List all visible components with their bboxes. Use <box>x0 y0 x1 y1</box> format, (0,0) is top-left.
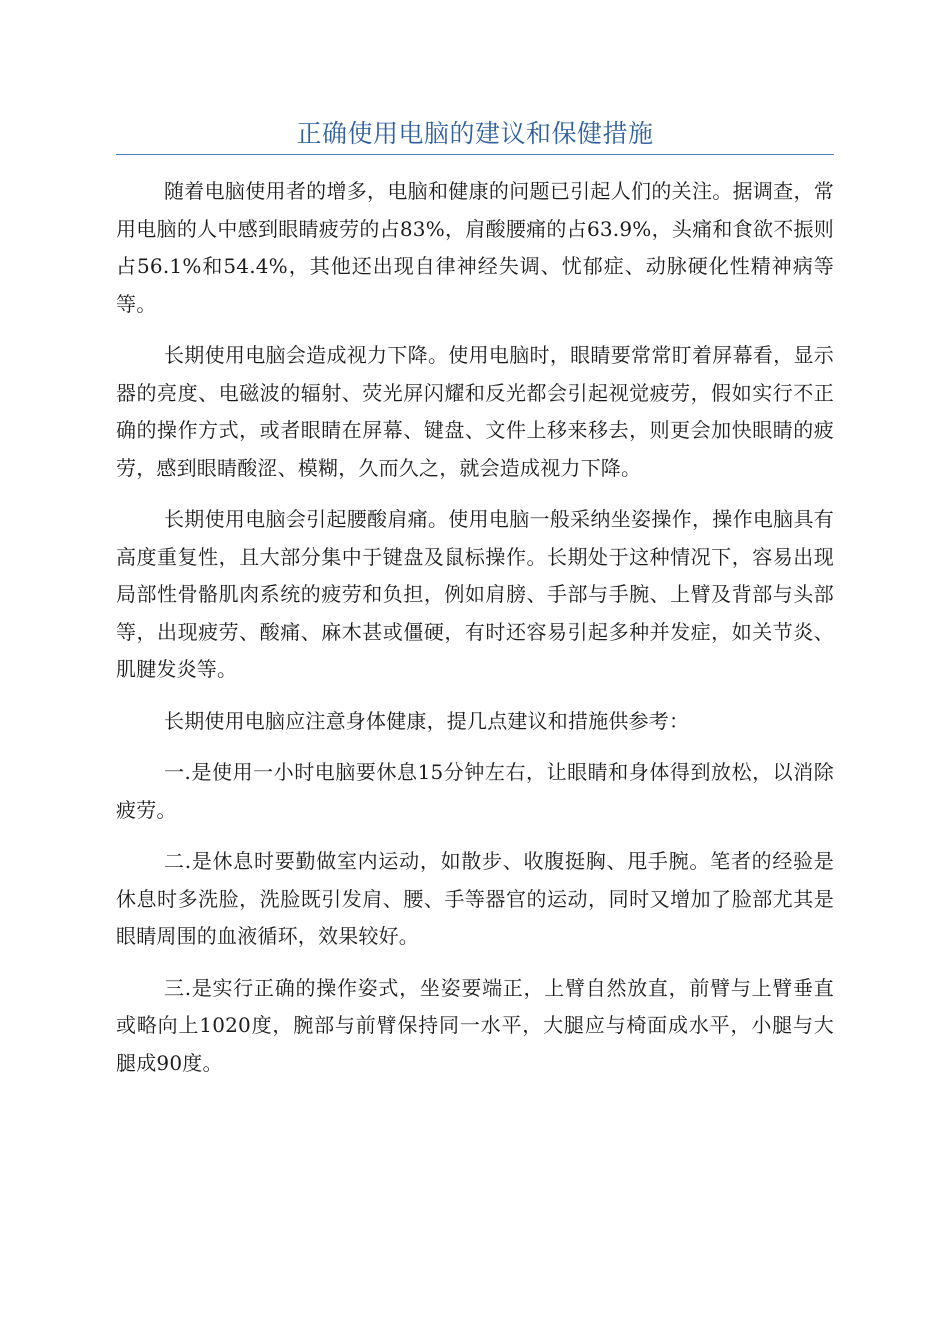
paragraph-back-pain: 长期使用电脑会引起腰酸肩痛。使用电脑一般采纳坐姿操作，操作电脑具有高度重复性，且大部分集中于键盘及鼠标操作。长期处于这种情况下，容易出现局部性骨骼肌肉系统的疲劳和负担，例如肩膀、手部与手腕、上臂及背部与头部等，出现疲劳、酸痛、麻木甚或僵硬，有时还容易引起多种并发症，如关节炎、肌腱发炎等。 <box>116 507 834 681</box>
paragraph-advice-2: 二.是休息时要勤做室内运动，如散步、收腹挺胸、甩手腕。笔者的经验是休息时多洗脸，洗脸既引发肩、腰、手等器官的运动，同时又增加了脸部尤其是眼睛周围的血液循环，效果较好。 <box>116 849 834 948</box>
document-body <box>116 173 834 1096</box>
paragraph-advice-intro: 长期使用电脑应注意身体健康，提几点建议和措施供参考： <box>164 708 690 733</box>
paragraph-advice-3: 三.是实行正确的操作姿式，坐姿要端正，上臂自然放直，前臂与上臂垂直或略向上1020度，腕部与前臂保持同一水平，大腿应与椅面成水平，小腿与大腿成90度。 <box>116 975 834 1075</box>
paragraph-advice-1: 一.是使用一小时电脑要休息15分钟左右，让眼睛和身体得到放松，以消除疲劳。 <box>116 760 834 822</box>
document-title: 正确使用电脑的建议和保健措施 <box>296 119 654 148</box>
paragraph-intro: 随着电脑使用者的增多，电脑和健康的问题已引起人们的关注。据调查，常用电脑的人中感到眼睛疲劳的占83%，肩酸腰痛的占63.9%，头痛和食欲不振则占56.1%和54.4%，其他还出现自律神经失调、忧郁症、动脉硬化性精神病等等。 <box>116 179 834 316</box>
title-underline <box>116 154 834 155</box>
paragraph-vision: 长期使用电脑会造成视力下降。使用电脑时，眼睛要常常盯着屏幕看，显示器的亮度、电磁波的辐射、荧光屏闪耀和反光都会引起视觉疲劳，假如实行不正确的操作方式，或者眼睛在屏幕、键盘、文件上移来移去，则更会加快眼睛的疲劳，感到眼睛酸涩、模糊，久而久之，就会造成视力下降。 <box>116 343 834 480</box>
